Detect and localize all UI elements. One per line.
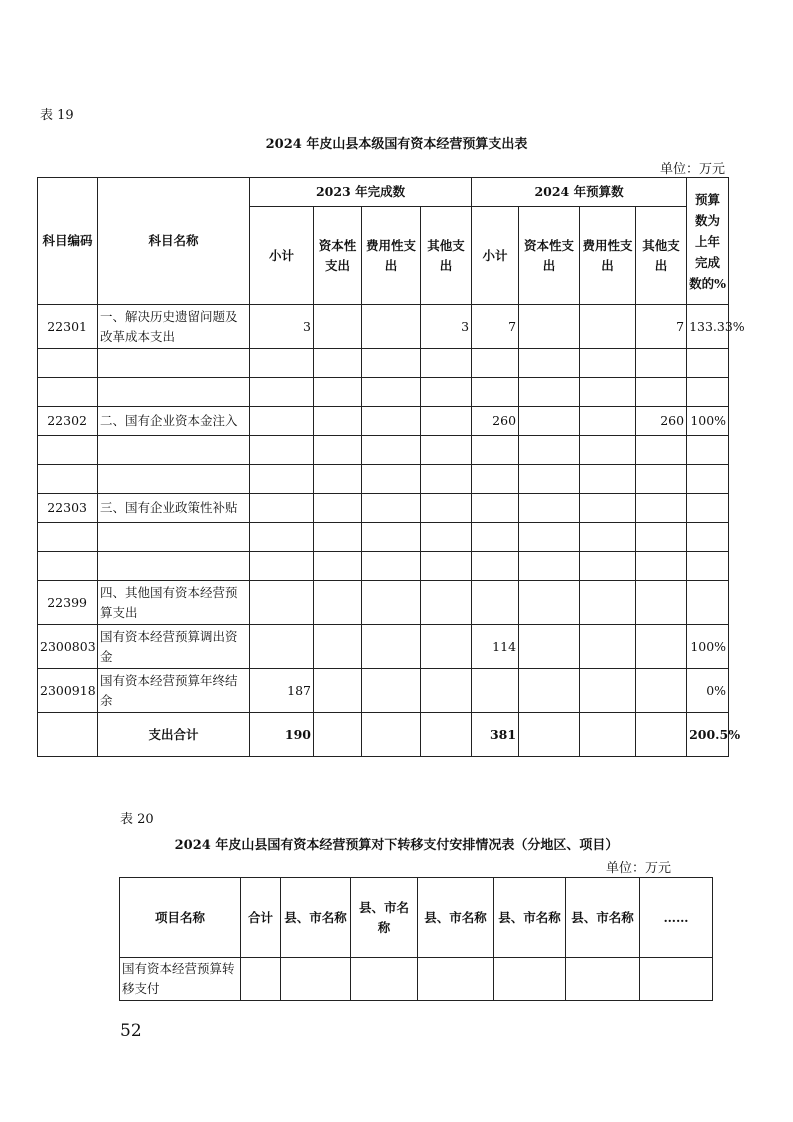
row-o23 [421,523,472,552]
row-e24 [580,407,636,436]
row-s23 [250,581,314,625]
row-e24 [580,378,636,407]
table20-title: 2024 年皮山县国有资本经营预算对下转移支付安排情况表（分地区、项目） [174,838,619,853]
row-c24 [519,407,580,436]
row-s23 [250,552,314,581]
row-e24 [580,305,636,349]
header-2024: 2024 年预算数 [472,178,687,207]
table20-cell [566,958,640,1001]
total-subtotal-2023: 190 [250,713,314,757]
row-e24 [580,625,636,669]
row-name: 四、其他国有资本经营预算支出 [98,581,250,625]
header-subtotal-2023: 小计 [250,207,314,305]
row-name [98,378,250,407]
table19-label: 表 19 [40,108,74,123]
row-ratio: 100% [687,407,729,436]
row-ratio [687,349,729,378]
row-s24: 114 [472,625,519,669]
row-o23 [421,494,472,523]
row-s24 [472,378,519,407]
row-c24 [519,552,580,581]
header-expense-2023: 费用性支出 [362,207,421,305]
row-o23 [421,465,472,494]
table-row [38,305,729,349]
table-row [38,669,729,713]
row-o23 [421,625,472,669]
row-ratio [687,465,729,494]
row-o24 [636,669,687,713]
row-e24 [580,669,636,713]
row-c24 [519,625,580,669]
total-label: 支出合计 [98,713,250,757]
table20-cell [418,958,494,1001]
row-c23 [314,349,362,378]
row-c23 [314,625,362,669]
row-code [38,349,98,378]
row-s23: 3 [250,305,314,349]
row-name: 三、国有企业政策性补贴 [98,494,250,523]
row-c23 [314,378,362,407]
row-e24 [580,523,636,552]
row-e24 [580,465,636,494]
row-ratio: 100% [687,625,729,669]
row-s24 [472,494,519,523]
row-c23 [314,523,362,552]
row-e23 [362,349,421,378]
row-o24 [636,552,687,581]
table20-header-3: 县、市名称 [351,878,418,958]
table20-header-1: 合计 [241,878,281,958]
table20-cell [241,958,281,1001]
table20-cell [494,958,566,1001]
row-name: 国有资本经营预算年终结余 [98,669,250,713]
row-e24 [580,436,636,465]
header-name: 科目名称 [98,178,250,305]
row-o23 [421,436,472,465]
row-code [38,552,98,581]
row-code [38,378,98,407]
row-name [98,436,250,465]
row-o23 [421,552,472,581]
header-other-2024: 其他支出 [636,207,687,305]
row-c23 [314,552,362,581]
row-s23 [250,523,314,552]
row-o24 [636,378,687,407]
table-row [38,378,729,407]
table20-cell [640,958,713,1001]
row-o23 [421,669,472,713]
row-s23 [250,625,314,669]
row-code: 22303 [38,494,98,523]
row-c24 [519,378,580,407]
row-c23 [314,305,362,349]
total-code [38,713,98,757]
header-capital-2024: 资本性支出 [519,207,580,305]
row-ratio: 133.33% [687,305,729,349]
row-code: 22301 [38,305,98,349]
header-capital-2023: 资本性支出 [314,207,362,305]
table20-header-4: 县、市名称 [418,878,494,958]
table20-unit: 单位：万元 [606,861,672,876]
table-row [38,436,729,465]
row-c23 [314,465,362,494]
row-s23 [250,378,314,407]
row-s24 [472,349,519,378]
table20-header-5: 县、市名称 [494,878,566,958]
row-s24 [472,436,519,465]
table-row [38,494,729,523]
total-cell [580,713,636,757]
row-e24 [580,581,636,625]
row-ratio [687,378,729,407]
row-s24: 7 [472,305,519,349]
row-s24: 260 [472,407,519,436]
row-s23 [250,407,314,436]
total-ratio: 200.5% [687,713,729,757]
row-e24 [580,494,636,523]
row-e23 [362,305,421,349]
page-number: 52 [120,1021,142,1041]
row-code: 22399 [38,581,98,625]
row-name [98,552,250,581]
table19 [37,177,745,757]
table-row [38,465,729,494]
row-code: 22302 [38,407,98,436]
row-name: 国有资本经营预算调出资金 [98,625,250,669]
row-s24 [472,669,519,713]
row-o24 [636,494,687,523]
table20-header-6: 县、市名称 [566,878,640,958]
row-e23 [362,494,421,523]
header-subtotal-2024: 小计 [472,207,519,305]
row-s24 [472,465,519,494]
row-s23: 187 [250,669,314,713]
row-s23 [250,494,314,523]
row-s24 [472,523,519,552]
row-o23 [421,378,472,407]
table-row [38,581,729,625]
total-cell [314,713,362,757]
row-o23: 3 [421,305,472,349]
row-c23 [314,436,362,465]
row-o24 [636,523,687,552]
row-e23 [362,465,421,494]
table-row [38,625,729,669]
table20-label: 表 20 [120,812,154,827]
table20-cell [351,958,418,1001]
table-row [38,552,729,581]
table20-header-7: …… [640,878,713,958]
row-c24 [519,523,580,552]
row-s24 [472,581,519,625]
row-code [38,436,98,465]
row-s23 [250,349,314,378]
row-s23 [250,465,314,494]
row-e24 [580,349,636,378]
total-cell [421,713,472,757]
row-c24 [519,494,580,523]
row-e23 [362,523,421,552]
row-c24 [519,465,580,494]
row-name [98,349,250,378]
row-e23 [362,581,421,625]
row-code [38,523,98,552]
row-name [98,523,250,552]
row-name [98,465,250,494]
row-o24 [636,581,687,625]
row-ratio: 0% [687,669,729,713]
table20-row [120,958,713,1001]
table20-header-row [120,878,713,958]
row-e23 [362,552,421,581]
header-expense-2024: 费用性支出 [580,207,636,305]
total-cell [362,713,421,757]
total-cell [519,713,580,757]
row-e24 [580,552,636,581]
table-row [38,523,729,552]
table19-title: 2024 年皮山县本级国有资本经营预算支出表 [265,137,528,152]
row-s24 [472,552,519,581]
row-c24 [519,305,580,349]
row-e23 [362,407,421,436]
row-o24 [636,465,687,494]
row-e23 [362,378,421,407]
table-row [38,407,729,436]
header-other-2023: 其他支出 [421,207,472,305]
table20-cell [281,958,351,1001]
row-o24: 7 [636,305,687,349]
header-2023: 2023 年完成数 [250,178,472,207]
row-name: 二、国有企业资本金注入 [98,407,250,436]
row-code: 2300803 [38,625,98,669]
header-code: 科目编码 [38,178,98,305]
table-row [38,349,729,378]
row-o23 [421,407,472,436]
row-o24: 260 [636,407,687,436]
total-row [38,713,729,757]
row-s23 [250,436,314,465]
row-e23 [362,625,421,669]
row-c23 [314,494,362,523]
row-c23 [314,669,362,713]
row-c24 [519,669,580,713]
table20 [119,877,713,1001]
row-c23 [314,581,362,625]
row-o24 [636,436,687,465]
table20-header-2: 县、市名称 [281,878,351,958]
row-ratio [687,494,729,523]
row-ratio [687,523,729,552]
row-e23 [362,436,421,465]
row-o24 [636,625,687,669]
row-o24 [636,349,687,378]
row-code: 2300918 [38,669,98,713]
row-o23 [421,581,472,625]
row-ratio [687,552,729,581]
row-c24 [519,349,580,378]
total-subtotal-2024: 381 [472,713,519,757]
row-ratio [687,581,729,625]
table19-unit: 单位：万元 [660,162,726,177]
row-ratio [687,436,729,465]
row-c23 [314,407,362,436]
row-o23 [421,349,472,378]
table20-row-name: 国有资本经营预算转移支付 [120,958,241,1001]
row-e23 [362,669,421,713]
table20-header-0: 项目名称 [120,878,241,958]
header-ratio: 预算数为上年完成数的% [687,178,729,305]
total-cell [636,713,687,757]
row-name: 一、解决历史遗留问题及改革成本支出 [98,305,250,349]
row-c24 [519,436,580,465]
row-c24 [519,581,580,625]
row-code [38,465,98,494]
